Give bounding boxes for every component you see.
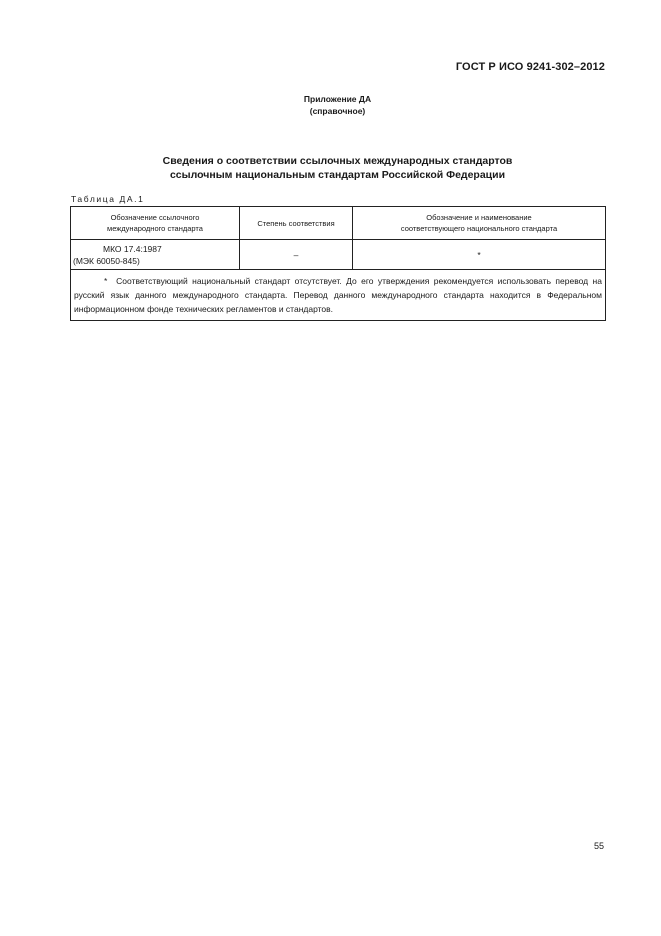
annex-title: Приложение ДА	[303, 94, 372, 104]
correspondence-table	[70, 206, 606, 321]
section-title-line2: ссылочным национальным стандартам Российской Федерации	[169, 169, 506, 181]
page-number: 55	[593, 841, 604, 851]
designation-line2: (МЭК 60050-845)	[73, 255, 140, 266]
section-title	[0, 154, 661, 182]
footnote-marker: *	[104, 276, 108, 286]
table-caption: Таблица ДА.1	[71, 194, 145, 204]
standard-code: ГОСТ Р ИСО 9241-302–2012	[455, 61, 605, 73]
annex-heading	[0, 93, 661, 117]
header-national	[353, 207, 606, 240]
footnote-text: Соответствующий национальный стандарт отсутствует. До его утверждения рекомендуется использовать перевод на русский язык данного международного стандарта. Перевод данного международного стандарта находится в Федеральном информационном фонде технических регламентов и стандартов.	[74, 276, 602, 314]
header-national-line1: Обозначение и наименование	[426, 213, 532, 222]
header-national-line2: соответствующего национального стандарта	[400, 224, 558, 233]
cell-designation	[71, 240, 240, 270]
header-degree: Степень соответствия	[240, 207, 353, 240]
header-designation-line2: международного стандарта	[107, 224, 203, 233]
designation-line1: МКО 17.4:1987	[103, 243, 162, 254]
footnote-cell	[71, 270, 606, 321]
table-footnote-row	[71, 270, 606, 321]
header-designation-line1: Обозначение ссылочного	[110, 213, 200, 222]
cell-degree: –	[240, 240, 353, 270]
table-row	[71, 240, 606, 270]
annex-status: (справочное)	[309, 106, 366, 116]
header-designation	[71, 207, 240, 240]
section-title-line1: Сведения о соответствии ссылочных международных стандартов	[162, 155, 513, 167]
cell-national: *	[353, 240, 606, 270]
table-header-row	[71, 207, 606, 240]
